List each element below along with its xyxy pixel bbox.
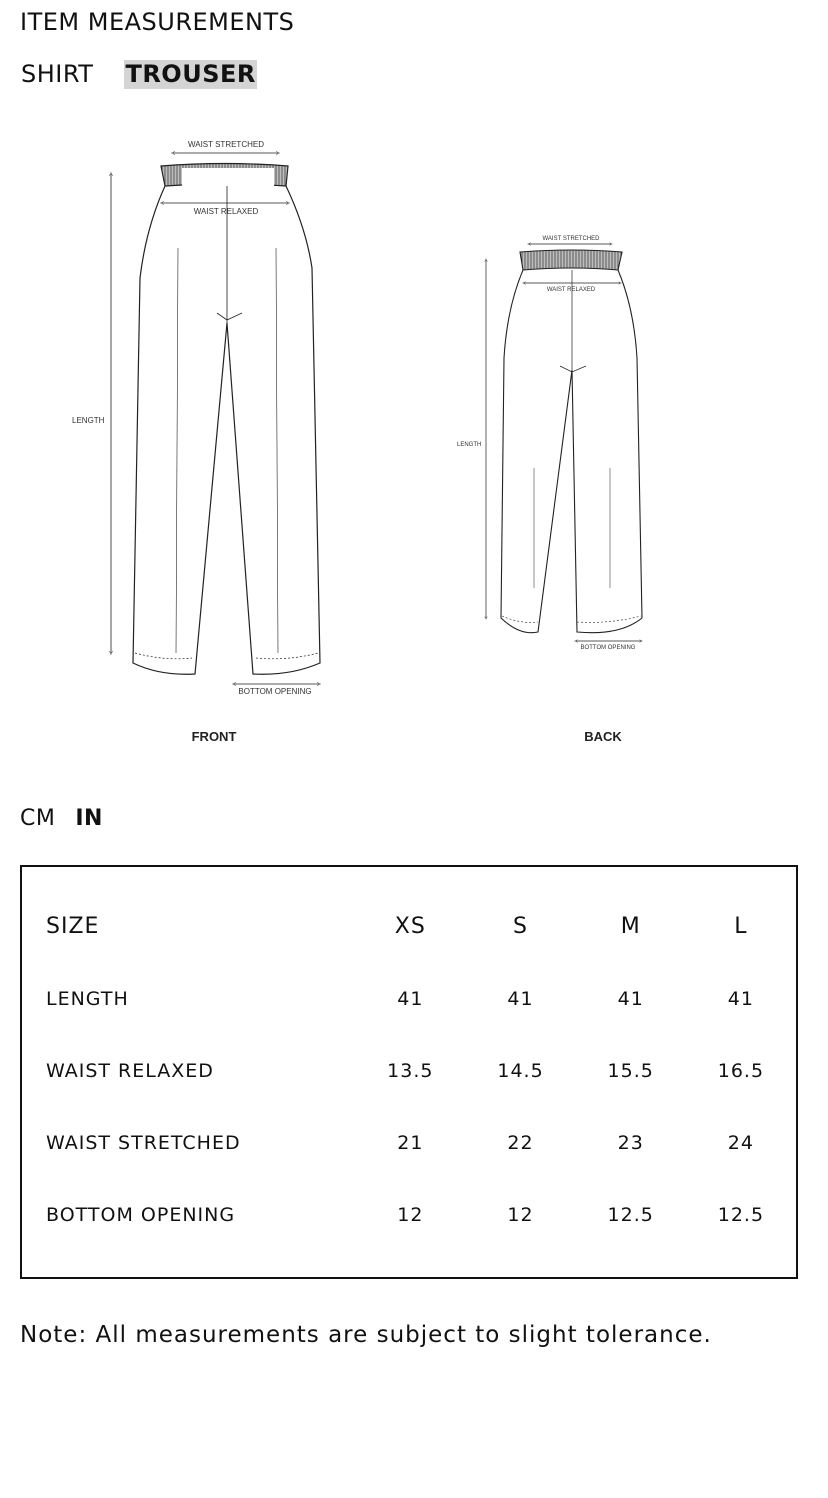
- size-header-s: S: [513, 913, 528, 939]
- size-header-l: L: [734, 913, 748, 939]
- row-label: WAIST RELAXED: [46, 1060, 214, 1082]
- cell-value: 12: [397, 1204, 424, 1226]
- size-chart-box: [20, 865, 798, 1279]
- row-label: BOTTOM OPENING: [46, 1204, 236, 1226]
- cell-value: 16.5: [717, 1060, 765, 1082]
- page-title: ITEM MEASUREMENTS: [20, 8, 295, 36]
- trouser-technical-drawing: [20, 108, 808, 778]
- back-waist-stretched-label: WAIST STRETCHED: [542, 236, 600, 242]
- cell-value: 41: [507, 988, 534, 1010]
- cell-value: 22: [507, 1132, 534, 1154]
- cell-value: 21: [397, 1132, 424, 1154]
- cell-value: 23: [617, 1132, 644, 1154]
- back-waist-relaxed-label: WAIST RELAXED: [546, 287, 596, 293]
- cell-value: 13.5: [387, 1060, 434, 1082]
- unit-cm-option[interactable]: CM: [20, 806, 56, 831]
- cell-value: 41: [617, 988, 644, 1010]
- front-bottom-opening-label: BOTTOM OPENING: [238, 687, 312, 696]
- tab-trouser[interactable]: TROUSER: [125, 60, 256, 88]
- table-row: [46, 1179, 796, 1251]
- front-length-label: LENGTH: [72, 416, 105, 425]
- cell-value: 41: [727, 988, 754, 1010]
- table-row: [46, 963, 796, 1035]
- back-view: [486, 244, 642, 641]
- trouser-diagram: [20, 108, 808, 778]
- row-label: LENGTH: [46, 988, 129, 1010]
- table-row: [46, 1107, 796, 1179]
- unit-in-option[interactable]: IN: [75, 806, 103, 831]
- front-waist-stretched-label: WAIST STRETCHED: [187, 140, 265, 149]
- tab-shirt[interactable]: SHIRT: [21, 60, 94, 88]
- cell-value: 24: [727, 1132, 754, 1154]
- cell-value: 15.5: [607, 1060, 654, 1082]
- front-waist-relaxed-label: WAIST RELAXED: [193, 207, 259, 216]
- cell-value: 14.5: [497, 1060, 544, 1082]
- garment-tabs: [20, 60, 257, 89]
- cell-value: 41: [397, 988, 424, 1010]
- back-bottom-opening-label: BOTTOM OPENING: [580, 645, 636, 651]
- size-header-m: M: [620, 913, 641, 939]
- front-view: [111, 153, 320, 684]
- size-header-row: [46, 889, 796, 963]
- tolerance-note: Note: All measurements are subject to slight tolerance.: [20, 1322, 712, 1348]
- row-label: WAIST STRETCHED: [46, 1132, 241, 1154]
- size-header-label: SIZE: [46, 913, 100, 939]
- back-caption: BACK: [584, 729, 622, 744]
- front-caption: FRONT: [191, 729, 237, 744]
- cell-value: 12: [507, 1204, 534, 1226]
- back-length-label: LENGTH: [457, 442, 482, 448]
- size-chart-table: [46, 889, 796, 1251]
- cell-value: 12.5: [607, 1204, 654, 1226]
- table-row: [46, 1035, 796, 1107]
- size-header-xs: XS: [394, 913, 426, 939]
- unit-toggle: [20, 804, 103, 834]
- cell-value: 12.5: [717, 1204, 765, 1226]
